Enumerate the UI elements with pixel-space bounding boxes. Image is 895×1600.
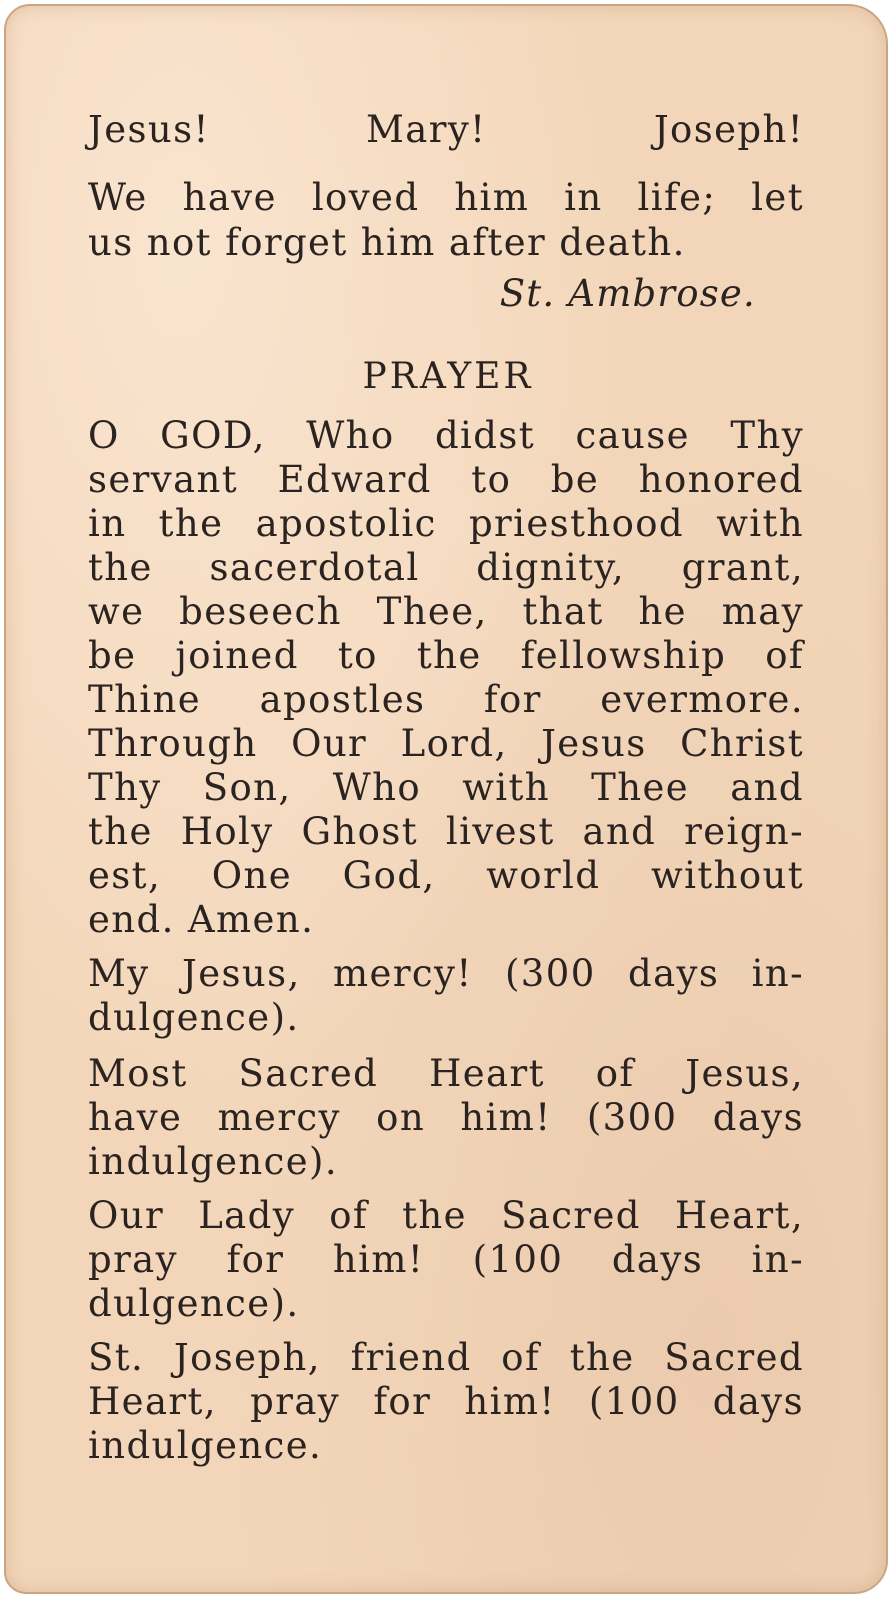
salutation-jesus: Jesus! [88, 108, 210, 151]
prayer-line: Thine apostles for evermore. [88, 678, 804, 721]
prayer-line: Through Our Lord, Jesus Christ [88, 722, 804, 765]
invocation-line: St. Joseph, friend of the Sacred [88, 1336, 804, 1379]
prayer-line: the sacerdotal dignity, grant, [88, 546, 804, 589]
invocation-line: Most Sacred Heart of Jesus, [88, 1052, 804, 1095]
prayer-line: end. Amen. [88, 898, 315, 941]
invocation-line: Our Lady of the Sacred Heart, [88, 1194, 804, 1237]
prayer-line: in the apostolic priesthood with [88, 502, 804, 545]
quote-line: us not forget him after death. [88, 221, 686, 264]
invocation-line: indulgence. [88, 1424, 323, 1467]
prayer-line: Thy Son, Who with Thee and [88, 766, 804, 809]
invocation-line: Heart, pray for him! (100 days [88, 1380, 804, 1423]
prayer-line: the Holy Ghost livest and reign- [88, 810, 804, 853]
prayer-line: we beseech Thee, that he may [88, 590, 804, 633]
quote-attribution: St. Ambrose. [499, 272, 756, 315]
quote-line: We have loved him in life; let [88, 176, 804, 219]
invocation-line: dulgence). [88, 1282, 300, 1325]
prayer-card [4, 4, 888, 1594]
invocation-line: have mercy on him! (300 days [88, 1096, 804, 1139]
prayer-line: O GOD, Who didst cause Thy [88, 414, 804, 457]
invocation-line: dulgence). [88, 996, 300, 1039]
salutation-joseph: Joseph! [653, 108, 804, 151]
prayer-line: be joined to the fellowship of [88, 634, 804, 677]
prayer-line: servant Edward to be honored [88, 458, 804, 501]
invocation-line: My Jesus, mercy! (300 days in- [88, 952, 804, 995]
prayer-heading: PRAYER [362, 356, 534, 397]
invocation-line: pray for him! (100 days in- [88, 1238, 804, 1281]
salutation-mary: Mary! [366, 108, 487, 151]
prayer-line: est, One God, world without [88, 854, 804, 897]
invocation-line: indulgence). [88, 1140, 339, 1183]
